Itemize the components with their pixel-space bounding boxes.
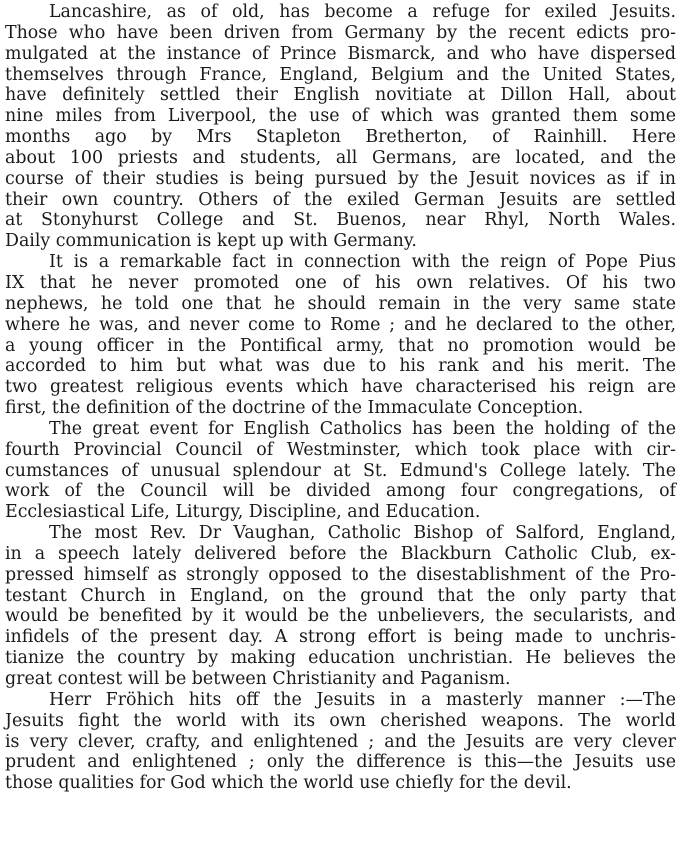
paragraph-jesuits-lancashire [5, 2, 676, 252]
text-line: Ecclesiastical Life, Liturgy, Discipline, and Education. [5, 502, 481, 523]
text-line: great contest will be between Christianity and Paganism. [5, 669, 511, 689]
text-line: Jesuits fight the world with its own cherished weapons. The world [5, 710, 676, 731]
text-line: nephews, he told one that he should remain in the very same state [5, 293, 676, 314]
text-line: It is a remarkable fact in connection with the reign of Pope Pius [49, 252, 676, 273]
text-line: would be benefited by it would be the unbelievers, the secularists, and [5, 606, 676, 627]
text-line: cumstances of unusual splendour at St. Edmund's College lately. The [5, 460, 676, 481]
text-line: Daily communication is kept up with Germany. [5, 231, 417, 252]
paragraph-pope-pius [5, 252, 676, 419]
text-line: Herr Fröhich hits off the Jesuits in a masterly manner :—The [49, 689, 676, 710]
paragraph-provincial-council [5, 419, 676, 523]
text-line: course of their studies is being pursued by the Jesuit novices as if in [5, 168, 676, 189]
text-line: nine miles from Liverpool, the use of which was granted them some [5, 106, 676, 127]
paragraph-herr-frohich [5, 690, 676, 794]
text-line: fourth Provincial Council of Westminster, which took place with cir- [5, 439, 676, 460]
text-line: first, the definition of the doctrine of the Immaculate Conception. [5, 398, 584, 419]
text-line: accorded to him but what was due to his rank and his merit. The [5, 356, 676, 377]
text-line: where he was, and never come to Rome ; and he declared to the other, [5, 314, 676, 335]
text-line: months ago by Mrs Stapleton Bretherton, of Rainhill. Here [5, 127, 676, 148]
text-line: IX that he never promoted one of his own relatives. Of his two [5, 272, 676, 293]
text-line: is very clever, crafty, and enlightened ; and the Jesuits are very clever [5, 731, 676, 752]
text-line: The most Rev. Dr Vaughan, Catholic Bishop of Salford, England, [49, 523, 676, 544]
text-line: work of the Council will be divided among four congregations, of [5, 481, 676, 502]
text-line: themselves through France, England, Belgium and the United States, [5, 64, 676, 85]
text-line: those qualities for God which the world use chiefly for the devil. [5, 773, 572, 794]
text-line: Lancashire, as of old, has become a refuge for exiled Jesuits. [49, 2, 676, 22]
text-line: their own country. Others of the exiled German Jesuits are settled [5, 189, 676, 210]
text-line: tianize the country by making education unchristian. He believes the [5, 648, 676, 669]
text-line: about 100 priests and students, all Germans, are located, and the [5, 147, 676, 168]
text-line: pressed himself as strongly opposed to the disestablishment of the Pro- [5, 564, 676, 585]
text-line: in a speech lately delivered before the Blackburn Catholic Club, ex- [5, 543, 676, 564]
text-line: at Stonyhurst College and St. Buenos, near Rhyl, North Wales. [5, 210, 676, 231]
text-line: prudent and enlightened ; only the difference is this—the Jesuits use [5, 752, 676, 773]
paragraph-dr-vaughan [5, 523, 676, 690]
text-line: infidels of the present day. A strong effort is being made to unchris- [5, 627, 676, 648]
text-line: testant Church in England, on the ground that the only party that [5, 585, 676, 606]
text-line: The great event for English Catholics has been the holding of the [49, 418, 676, 439]
text-line: two greatest religious events which have characterised his reign are [5, 377, 676, 398]
text-line: a young officer in the Pontifical army, that no promotion would be [5, 335, 676, 356]
text-line: mulgated at the instance of Prince Bismarck, and who have dispersed [5, 43, 676, 64]
text-line: Those who have been driven from Germany by the recent edicts pro- [5, 22, 676, 43]
text-line: have definitely settled their English novitiate at Dillon Hall, about [5, 85, 676, 106]
